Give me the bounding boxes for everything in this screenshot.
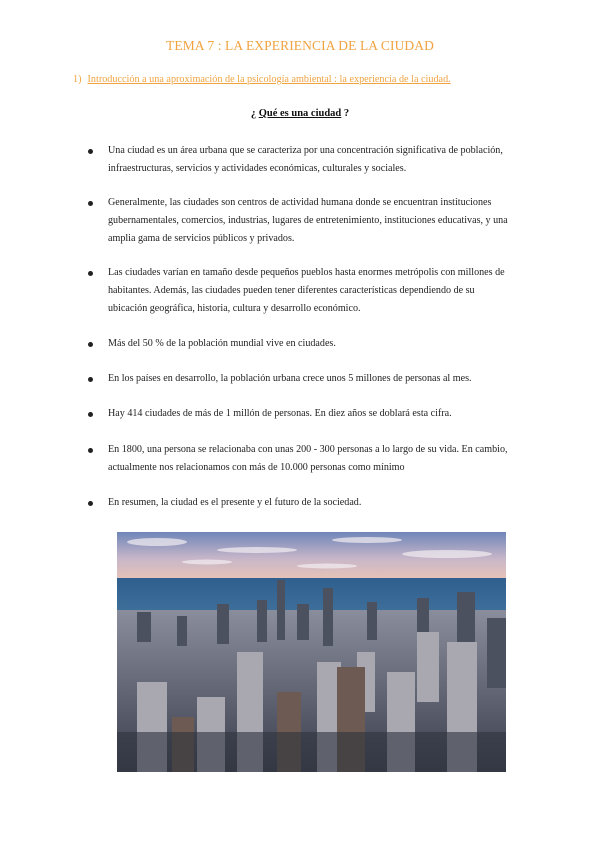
bullet-item bbox=[108, 194, 513, 248]
question-suffix: ? bbox=[341, 108, 350, 119]
bullet-text: Una ciudad es un área urbana que se caracteriza por una concentración significativa de población, infraestructuras, servicios y actividades económicas, culturales y sociales. bbox=[108, 145, 503, 174]
section-heading bbox=[73, 74, 513, 85]
city-skyline-photo bbox=[117, 532, 506, 772]
bullet-text: En 1800, una persona se relacionaba con unas 200 - 300 personas a lo largo de su vida. En cambio, actualmente nos relacionamos con más de 10.000 personas como mínimo bbox=[108, 444, 508, 473]
bullet-item bbox=[108, 370, 528, 388]
bullet-item bbox=[108, 441, 513, 477]
section-heading-text: Introducción a una aproximación de la psicología ambiental : la experiencia de la ciudad. bbox=[87, 74, 451, 85]
question-underlined: Qué es una ciudad bbox=[258, 108, 342, 119]
bullet-item bbox=[108, 335, 513, 353]
bullet-text: En resumen, la ciudad es el presente y el futuro de la sociedad. bbox=[108, 497, 362, 508]
bullet-item bbox=[108, 264, 513, 318]
bullet-text: En los países en desarrollo, la población urbana crece unos 5 millones de personas al mes. bbox=[108, 373, 472, 384]
section-number: 1) bbox=[73, 74, 82, 85]
bullet-dot-icon bbox=[88, 149, 93, 154]
bullet-item bbox=[108, 494, 513, 512]
bullet-item bbox=[108, 142, 513, 178]
question-prefix: ¿ bbox=[250, 108, 259, 119]
bullet-dot-icon bbox=[88, 448, 93, 453]
page-title: TEMA 7 : LA EXPERIENCIA DE LA CIUDAD bbox=[166, 38, 434, 53]
question-heading bbox=[0, 108, 600, 119]
bullet-text: Más del 50 % de la población mundial vive en ciudades. bbox=[108, 338, 336, 349]
bullet-dot-icon bbox=[88, 342, 93, 347]
bullet-dot-icon bbox=[88, 501, 93, 506]
bullet-dot-icon bbox=[88, 271, 93, 276]
bullet-text: Las ciudades varían en tamaño desde pequeños pueblos hasta enormes metrópolis con millones de habitantes. Además, las ciudades pueden tener diferentes características dependiendo de su ubicación geográfica, historia, cultura y desarrollo económico. bbox=[108, 267, 505, 314]
bullet-dot-icon bbox=[88, 377, 93, 382]
bullet-dot-icon bbox=[88, 201, 93, 206]
bullet-item bbox=[108, 405, 513, 423]
bullet-dot-icon bbox=[88, 412, 93, 417]
bullet-text: Generalmente, las ciudades son centros de actividad humana donde se encuentran instituciones gubernamentales, comercios, industrias, lugares de entretenimiento, instituciones educativas, y una amplia gama de servicios públicos y privados. bbox=[108, 197, 508, 244]
bullet-text: Hay 414 ciudades de más de 1 millón de personas. En diez años se doblará esta cifra. bbox=[108, 408, 452, 419]
